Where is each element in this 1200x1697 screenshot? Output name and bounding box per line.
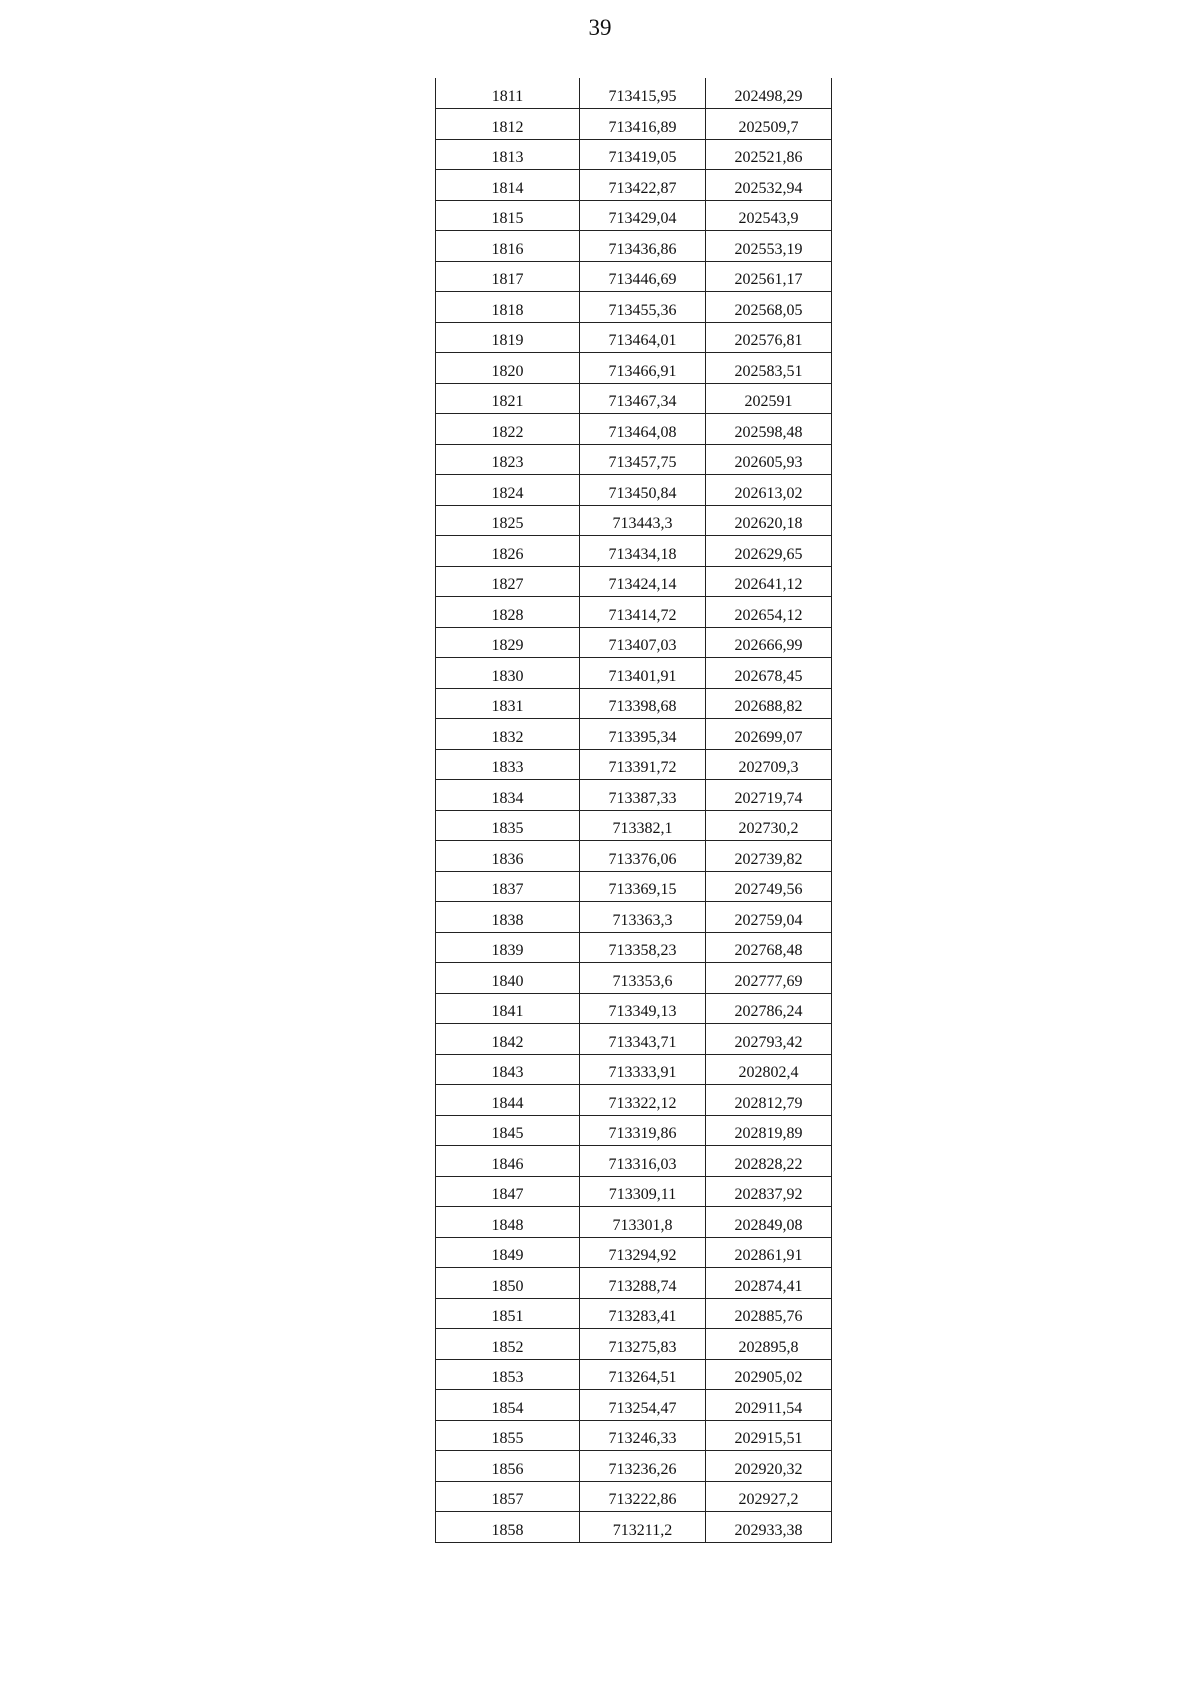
- y-coordinate-cell: 202915,51: [706, 1420, 832, 1451]
- table-row: [436, 261, 832, 292]
- y-coordinate-cell: 202553,19: [706, 231, 832, 262]
- y-coordinate-cell: 202837,92: [706, 1176, 832, 1207]
- point-number-cell: 1818: [436, 292, 580, 323]
- table-row: [436, 1268, 832, 1299]
- point-number-cell: 1842: [436, 1024, 580, 1055]
- point-number-cell: 1832: [436, 719, 580, 750]
- y-coordinate-cell: 202620,18: [706, 505, 832, 536]
- x-coordinate-cell: 713316,03: [580, 1146, 706, 1177]
- point-number-cell: 1828: [436, 597, 580, 628]
- table-row: [436, 1115, 832, 1146]
- x-coordinate-cell: 713254,47: [580, 1390, 706, 1421]
- x-coordinate-cell: 713353,6: [580, 963, 706, 994]
- point-number-cell: 1838: [436, 902, 580, 933]
- x-coordinate-cell: 713446,69: [580, 261, 706, 292]
- point-number-cell: 1835: [436, 810, 580, 841]
- x-coordinate-cell: 713422,87: [580, 170, 706, 201]
- point-number-cell: 1837: [436, 871, 580, 902]
- point-number-cell: 1822: [436, 414, 580, 445]
- y-coordinate-cell: 202749,56: [706, 871, 832, 902]
- point-number-cell: 1839: [436, 932, 580, 963]
- y-coordinate-cell: 202927,2: [706, 1481, 832, 1512]
- table-row: [436, 200, 832, 231]
- y-coordinate-cell: 202699,07: [706, 719, 832, 750]
- y-coordinate-cell: 202828,22: [706, 1146, 832, 1177]
- point-number-cell: 1844: [436, 1085, 580, 1116]
- x-coordinate-cell: 713419,05: [580, 139, 706, 170]
- table-row: [436, 1146, 832, 1177]
- point-number-cell: 1825: [436, 505, 580, 536]
- point-number-cell: 1831: [436, 688, 580, 719]
- table-row: [436, 475, 832, 506]
- x-coordinate-cell: 713301,8: [580, 1207, 706, 1238]
- y-coordinate-cell: 202561,17: [706, 261, 832, 292]
- table-row: [436, 1085, 832, 1116]
- x-coordinate-cell: 713288,74: [580, 1268, 706, 1299]
- y-coordinate-cell: 202591: [706, 383, 832, 414]
- x-coordinate-cell: 713416,89: [580, 109, 706, 140]
- table-row: [436, 1207, 832, 1238]
- point-number-cell: 1856: [436, 1451, 580, 1482]
- x-coordinate-cell: 713222,86: [580, 1481, 706, 1512]
- point-number-cell: 1817: [436, 261, 580, 292]
- y-coordinate-cell: 202598,48: [706, 414, 832, 445]
- coordinates-table-body: [436, 78, 832, 1542]
- x-coordinate-cell: 713450,84: [580, 475, 706, 506]
- x-coordinate-cell: 713264,51: [580, 1359, 706, 1390]
- table-row: [436, 231, 832, 262]
- point-number-cell: 1849: [436, 1237, 580, 1268]
- x-coordinate-cell: 713363,3: [580, 902, 706, 933]
- y-coordinate-cell: 202678,45: [706, 658, 832, 689]
- x-coordinate-cell: 713466,91: [580, 353, 706, 384]
- point-number-cell: 1845: [436, 1115, 580, 1146]
- x-coordinate-cell: 713294,92: [580, 1237, 706, 1268]
- x-coordinate-cell: 713322,12: [580, 1085, 706, 1116]
- table-row: [436, 597, 832, 628]
- point-number-cell: 1826: [436, 536, 580, 567]
- x-coordinate-cell: 713382,1: [580, 810, 706, 841]
- x-coordinate-cell: 713376,06: [580, 841, 706, 872]
- y-coordinate-cell: 202786,24: [706, 993, 832, 1024]
- point-number-cell: 1820: [436, 353, 580, 384]
- y-coordinate-cell: 202613,02: [706, 475, 832, 506]
- table-row: [436, 627, 832, 658]
- y-coordinate-cell: 202768,48: [706, 932, 832, 963]
- y-coordinate-cell: 202532,94: [706, 170, 832, 201]
- table-row: [436, 871, 832, 902]
- point-number-cell: 1813: [436, 139, 580, 170]
- coordinates-table: [435, 78, 832, 1543]
- y-coordinate-cell: 202730,2: [706, 810, 832, 841]
- y-coordinate-cell: 202759,04: [706, 902, 832, 933]
- y-coordinate-cell: 202911,54: [706, 1390, 832, 1421]
- point-number-cell: 1857: [436, 1481, 580, 1512]
- x-coordinate-cell: 713464,08: [580, 414, 706, 445]
- point-number-cell: 1834: [436, 780, 580, 811]
- table-row: [436, 810, 832, 841]
- point-number-cell: 1852: [436, 1329, 580, 1360]
- x-coordinate-cell: 713236,26: [580, 1451, 706, 1482]
- x-coordinate-cell: 713414,72: [580, 597, 706, 628]
- point-number-cell: 1853: [436, 1359, 580, 1390]
- point-number-cell: 1840: [436, 963, 580, 994]
- y-coordinate-cell: 202802,4: [706, 1054, 832, 1085]
- y-coordinate-cell: 202709,3: [706, 749, 832, 780]
- point-number-cell: 1850: [436, 1268, 580, 1299]
- point-number-cell: 1841: [436, 993, 580, 1024]
- point-number-cell: 1815: [436, 200, 580, 231]
- x-coordinate-cell: 713246,33: [580, 1420, 706, 1451]
- table-row: [436, 170, 832, 201]
- table-row: [436, 1359, 832, 1390]
- x-coordinate-cell: 713455,36: [580, 292, 706, 323]
- x-coordinate-cell: 713343,71: [580, 1024, 706, 1055]
- x-coordinate-cell: 713415,95: [580, 78, 706, 109]
- table-row: [436, 749, 832, 780]
- point-number-cell: 1827: [436, 566, 580, 597]
- table-row: [436, 414, 832, 445]
- page-number: 39: [588, 15, 612, 40]
- point-number-cell: 1819: [436, 322, 580, 353]
- y-coordinate-cell: 202688,82: [706, 688, 832, 719]
- point-number-cell: 1846: [436, 1146, 580, 1177]
- table-row: [436, 902, 832, 933]
- point-number-cell: 1847: [436, 1176, 580, 1207]
- x-coordinate-cell: 713436,86: [580, 231, 706, 262]
- point-number-cell: 1821: [436, 383, 580, 414]
- x-coordinate-cell: 713395,34: [580, 719, 706, 750]
- table-row: [436, 780, 832, 811]
- x-coordinate-cell: 713443,3: [580, 505, 706, 536]
- x-coordinate-cell: 713211,2: [580, 1512, 706, 1543]
- table-row: [436, 566, 832, 597]
- x-coordinate-cell: 713275,83: [580, 1329, 706, 1360]
- point-number-cell: 1823: [436, 444, 580, 475]
- table-row: [436, 841, 832, 872]
- table-row: [436, 688, 832, 719]
- y-coordinate-cell: 202793,42: [706, 1024, 832, 1055]
- x-coordinate-cell: 713309,11: [580, 1176, 706, 1207]
- y-coordinate-cell: 202920,32: [706, 1451, 832, 1482]
- x-coordinate-cell: 713467,34: [580, 383, 706, 414]
- y-coordinate-cell: 202895,8: [706, 1329, 832, 1360]
- y-coordinate-cell: 202576,81: [706, 322, 832, 353]
- y-coordinate-cell: 202654,12: [706, 597, 832, 628]
- y-coordinate-cell: 202812,79: [706, 1085, 832, 1116]
- point-number-cell: 1824: [436, 475, 580, 506]
- x-coordinate-cell: 713369,15: [580, 871, 706, 902]
- table-row: [436, 932, 832, 963]
- table-row: [436, 1024, 832, 1055]
- point-number-cell: 1811: [436, 78, 580, 109]
- point-number-cell: 1855: [436, 1420, 580, 1451]
- point-number-cell: 1830: [436, 658, 580, 689]
- x-coordinate-cell: 713429,04: [580, 200, 706, 231]
- table-row: [436, 353, 832, 384]
- y-coordinate-cell: 202861,91: [706, 1237, 832, 1268]
- point-number-cell: 1814: [436, 170, 580, 201]
- table-row: [436, 993, 832, 1024]
- table-row: [436, 1451, 832, 1482]
- table-row: [436, 292, 832, 323]
- x-coordinate-cell: 713391,72: [580, 749, 706, 780]
- point-number-cell: 1854: [436, 1390, 580, 1421]
- table-row: [436, 109, 832, 140]
- table-row: [436, 536, 832, 567]
- x-coordinate-cell: 713457,75: [580, 444, 706, 475]
- table-row: [436, 444, 832, 475]
- point-number-cell: 1836: [436, 841, 580, 872]
- x-coordinate-cell: 713434,18: [580, 536, 706, 567]
- x-coordinate-cell: 713283,41: [580, 1298, 706, 1329]
- y-coordinate-cell: 202933,38: [706, 1512, 832, 1543]
- point-number-cell: 1816: [436, 231, 580, 262]
- point-number-cell: 1858: [436, 1512, 580, 1543]
- x-coordinate-cell: 713358,23: [580, 932, 706, 963]
- y-coordinate-cell: 202605,93: [706, 444, 832, 475]
- x-coordinate-cell: 713424,14: [580, 566, 706, 597]
- x-coordinate-cell: 713407,03: [580, 627, 706, 658]
- table-row: [436, 1329, 832, 1360]
- y-coordinate-cell: 202498,29: [706, 78, 832, 109]
- x-coordinate-cell: 713319,86: [580, 1115, 706, 1146]
- x-coordinate-cell: 713398,68: [580, 688, 706, 719]
- x-coordinate-cell: 713464,01: [580, 322, 706, 353]
- y-coordinate-cell: 202568,05: [706, 292, 832, 323]
- point-number-cell: 1848: [436, 1207, 580, 1238]
- y-coordinate-cell: 202874,41: [706, 1268, 832, 1299]
- y-coordinate-cell: 202509,7: [706, 109, 832, 140]
- table-row: [436, 719, 832, 750]
- y-coordinate-cell: 202641,12: [706, 566, 832, 597]
- y-coordinate-cell: 202905,02: [706, 1359, 832, 1390]
- y-coordinate-cell: 202885,76: [706, 1298, 832, 1329]
- table-row: [436, 1054, 832, 1085]
- table-row: [436, 963, 832, 994]
- x-coordinate-cell: 713387,33: [580, 780, 706, 811]
- table-row: [436, 1512, 832, 1543]
- y-coordinate-cell: 202583,51: [706, 353, 832, 384]
- x-coordinate-cell: 713333,91: [580, 1054, 706, 1085]
- table-row: [436, 1237, 832, 1268]
- point-number-cell: 1812: [436, 109, 580, 140]
- y-coordinate-cell: 202666,99: [706, 627, 832, 658]
- y-coordinate-cell: 202819,89: [706, 1115, 832, 1146]
- y-coordinate-cell: 202777,69: [706, 963, 832, 994]
- y-coordinate-cell: 202849,08: [706, 1207, 832, 1238]
- table-row: [436, 1298, 832, 1329]
- table-row: [436, 1176, 832, 1207]
- table-row: [436, 322, 832, 353]
- table-row: [436, 658, 832, 689]
- x-coordinate-cell: 713401,91: [580, 658, 706, 689]
- point-number-cell: 1829: [436, 627, 580, 658]
- table-row: [436, 1390, 832, 1421]
- point-number-cell: 1851: [436, 1298, 580, 1329]
- point-number-cell: 1833: [436, 749, 580, 780]
- y-coordinate-cell: 202543,9: [706, 200, 832, 231]
- table-row: [436, 139, 832, 170]
- x-coordinate-cell: 713349,13: [580, 993, 706, 1024]
- table-row: [436, 1420, 832, 1451]
- table-row: [436, 505, 832, 536]
- y-coordinate-cell: 202629,65: [706, 536, 832, 567]
- y-coordinate-cell: 202719,74: [706, 780, 832, 811]
- table-row: [436, 383, 832, 414]
- table-row: [436, 1481, 832, 1512]
- table-row: [436, 78, 832, 109]
- y-coordinate-cell: 202521,86: [706, 139, 832, 170]
- point-number-cell: 1843: [436, 1054, 580, 1085]
- y-coordinate-cell: 202739,82: [706, 841, 832, 872]
